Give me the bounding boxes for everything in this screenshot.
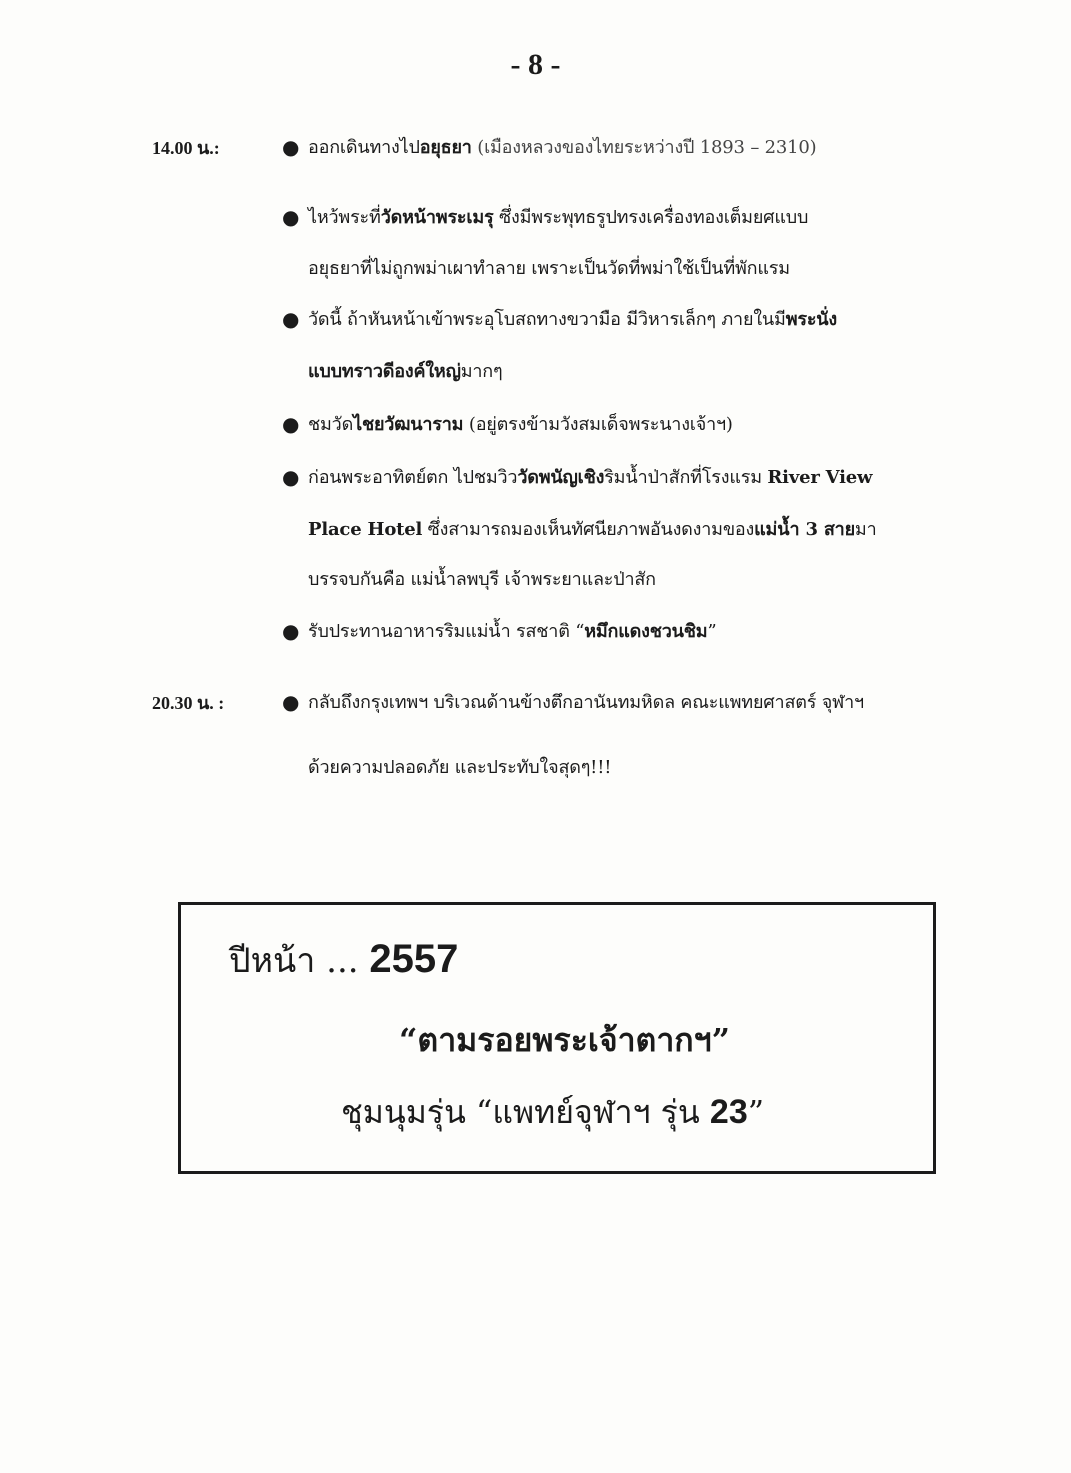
bullet-icon: ●: [282, 205, 300, 229]
schedule-line: อยุธยาที่ไม่ถูกพม่าเผาทำลาย เพราะเป็นวัดที่พม่าใช้เป็นที่พักแรม: [308, 258, 790, 279]
schedule-line: ไหว้พระที่วัดหน้าพระเมรุ ซึ่งมีพระพุทธรูปทรงเครื่องทองเต็มยศแบบ: [308, 207, 809, 228]
schedule-line: กลับถึงกรุงเทพฯ บริเวณด้านข้างตึกอานันทมหิดล คณะแพทยศาสตร์ จุฬาฯ: [308, 692, 864, 713]
schedule-line: วัดนี้ ถ้าหันหน้าเข้าพระอุโบสถทางขวามือ มีวิหารเล็กๆ ภายในมีพระนั่ง: [308, 309, 837, 330]
schedule-line: แบบทราวดีองค์ใหญ่มากๆ: [308, 361, 503, 382]
page-number: - 8 -: [510, 48, 561, 81]
reunion-line: ชุมนุมรุ่น “แพทย์จุฬาฯ รุ่น 23”: [341, 1093, 765, 1131]
schedule-line: ออกเดินทางไปอยุธยา (เมืองหลวงของไทยระหว่างปี 1893 – 2310): [308, 137, 817, 158]
schedule-line: บรรจบกันคือ แม่น้ำลพบุรี เจ้าพระยาและป่าสัก: [308, 569, 656, 590]
schedule-line: Place Hotel ซึ่งสามารถมองเห็นทัศนียภาพอันงดงามของแม่น้ำ 3 สายมา: [308, 519, 877, 540]
bullet-icon: ●: [282, 690, 300, 714]
schedule-line: ก่อนพระอาทิตย์ตก ไปชมวิววัดพนัญเชิงริมน้ำป่าสักที่โรงแรม River View: [308, 467, 873, 488]
bullet-icon: ●: [282, 465, 300, 489]
schedule-line: รับประทานอาหารริมแม่น้ำ รสชาติ “หมึกแดงชวนชิม”: [308, 621, 717, 642]
schedule-line: ชมวัดไชยวัฒนาราม (อยู่ตรงข้ามวังสมเด็จพระนางเจ้าฯ): [308, 414, 733, 435]
time-label-1400: 14.00 น.:: [152, 138, 220, 158]
bullet-icon: ●: [282, 619, 300, 643]
bullet-icon: ●: [282, 135, 300, 159]
next-trip-title: “ตามรอยพระเจ้าตากฯ”: [399, 1021, 731, 1059]
schedule-line: ด้วยความปลอดภัย และประทับใจสุดๆ!!!: [308, 757, 612, 778]
time-label-2030: 20.30 น. :: [152, 693, 225, 713]
next-year-announcement-box: [178, 902, 936, 1174]
bullet-icon: ●: [282, 307, 300, 331]
bullet-icon: ●: [282, 412, 300, 436]
next-year-line: ปีหน้า ... 2557: [229, 937, 459, 981]
